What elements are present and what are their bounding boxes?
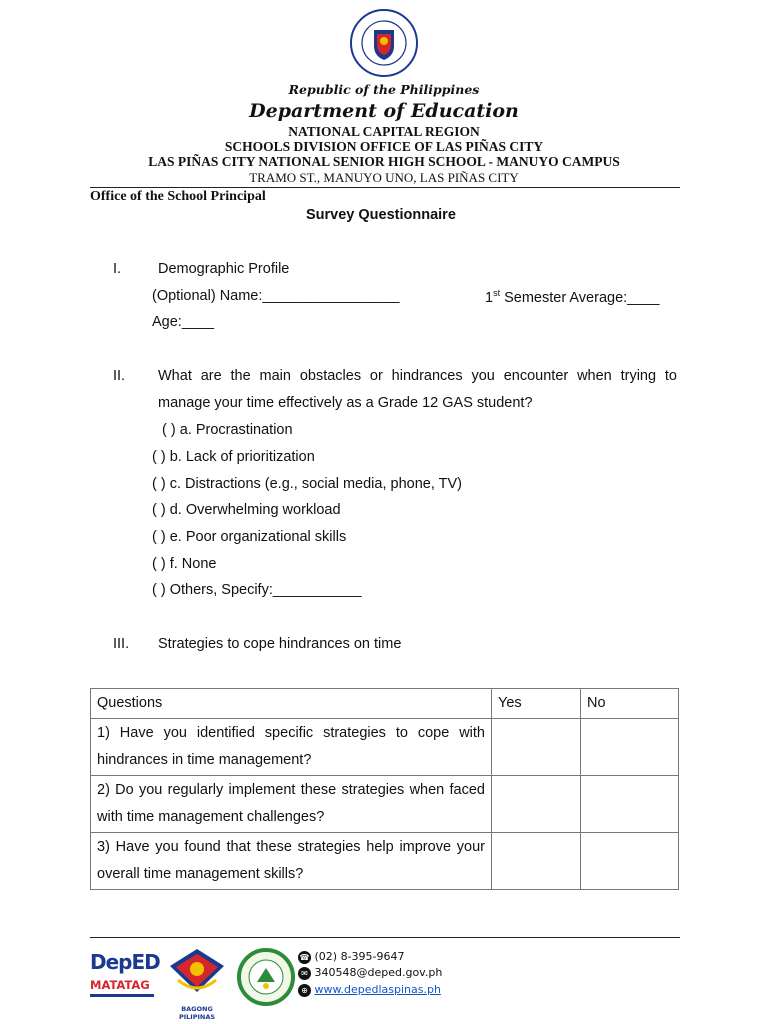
office-label: Office of the School Principal — [90, 189, 266, 204]
email-contact — [298, 966, 442, 980]
region-line: NATIONAL CAPITAL REGION — [288, 124, 480, 139]
section2-question-line2: manage your time effectively as a Grade 12 GAS student? — [158, 395, 533, 411]
website-contact — [298, 983, 441, 997]
question-line: 2) Do you regularly implement these strategies when faced — [97, 782, 485, 798]
section2-num: II. — [113, 368, 126, 384]
option-others[interactable]: ( ) Others, Specify:___________ — [152, 582, 362, 598]
yes-cell[interactable] — [492, 719, 581, 776]
table-row — [91, 719, 679, 776]
option-b[interactable]: ( ) b. Lack of prioritization — [152, 449, 315, 465]
website-link[interactable]: www.depedlaspinas.ph — [314, 983, 441, 996]
age-field[interactable]: Age:____ — [152, 314, 215, 330]
option-d[interactable]: ( ) d. Overwhelming workload — [152, 502, 341, 518]
address-line: TRAMO ST., MANUYO UNO, LAS PIÑAS CITY — [249, 170, 519, 185]
yes-cell[interactable] — [492, 776, 581, 833]
table-header-row — [91, 689, 679, 719]
yes-cell[interactable] — [492, 833, 581, 890]
header-questions: Questions — [91, 689, 492, 719]
deped-logo-text: DepED — [90, 950, 160, 974]
question-line: 1) Have you identified specific strategies to cope with — [97, 725, 485, 741]
footer-divider — [90, 937, 680, 938]
option-a[interactable]: ( ) a. Procrastination — [162, 422, 293, 438]
phone-icon: ☎ — [299, 952, 310, 962]
globe-icon: ⊕ — [298, 984, 311, 997]
question-cell — [91, 833, 492, 890]
bagong-text: BAGONG PILIPINAS — [178, 1005, 216, 1021]
section2-question-line1: What are the main obstacles or hindrances you encounter when trying to — [158, 368, 677, 384]
option-f[interactable]: ( ) f. None — [152, 556, 217, 572]
semester-prefix: 1 — [485, 289, 494, 306]
name-field[interactable]: (Optional) Name:_________________ — [152, 288, 400, 304]
semester-sup: st — [493, 288, 501, 298]
bagong-pilipinas-emblem — [164, 946, 230, 998]
section1-heading: Demographic Profile — [158, 261, 290, 277]
section3-heading: Strategies to cope hindrances on time — [158, 636, 402, 652]
republic-line: Republic of the Philippines — [288, 82, 480, 97]
strategies-table — [90, 688, 679, 890]
question-cell — [91, 719, 492, 776]
matatag-text: MATATAG — [90, 978, 150, 992]
semester-average-field[interactable] — [485, 288, 659, 306]
section3-num: III. — [113, 636, 130, 652]
deped-matatag-logo — [90, 950, 160, 1012]
question-line: overall time management skills? — [97, 866, 304, 882]
table-row — [91, 776, 679, 833]
semester-label: Semester Average:____ — [500, 289, 660, 306]
question-line: 3) Have you found that these strategies help improve your — [97, 839, 485, 855]
school-seal — [237, 948, 295, 1006]
table-row — [91, 833, 679, 890]
school-line: LAS PIÑAS CITY NATIONAL SENIOR HIGH SCHOOL - MANUYO CAMPUS — [148, 154, 620, 169]
department-line: Department of Education — [249, 100, 519, 122]
email-icon: ✉ — [298, 967, 311, 980]
question-cell — [91, 776, 492, 833]
page-title: Survey Questionnaire — [306, 207, 456, 223]
bagong-pilipinas-logo — [164, 946, 230, 1021]
no-cell[interactable] — [581, 719, 679, 776]
division-line: SCHOOLS DIVISION OFFICE OF LAS PIÑAS CITY — [224, 139, 544, 154]
option-e[interactable]: ( ) e. Poor organizational skills — [152, 529, 347, 545]
phone-number: (02) 8-395-9647 — [314, 950, 405, 963]
matatag-underline — [90, 994, 154, 997]
header-no: No — [581, 689, 679, 719]
deped-seal — [349, 8, 419, 78]
phone-contact — [298, 950, 405, 964]
section1-num: I. — [113, 261, 122, 277]
question-line: with time management challenges? — [97, 809, 325, 825]
no-cell[interactable] — [581, 776, 679, 833]
question-line: hindrances in time management? — [97, 752, 312, 768]
option-c[interactable]: ( ) c. Distractions (e.g., social media, phone, TV) — [152, 476, 462, 492]
header-yes: Yes — [492, 689, 581, 719]
header-divider — [90, 187, 680, 188]
email-address[interactable]: 340548@deped.gov.ph — [314, 966, 443, 979]
no-cell[interactable] — [581, 833, 679, 890]
